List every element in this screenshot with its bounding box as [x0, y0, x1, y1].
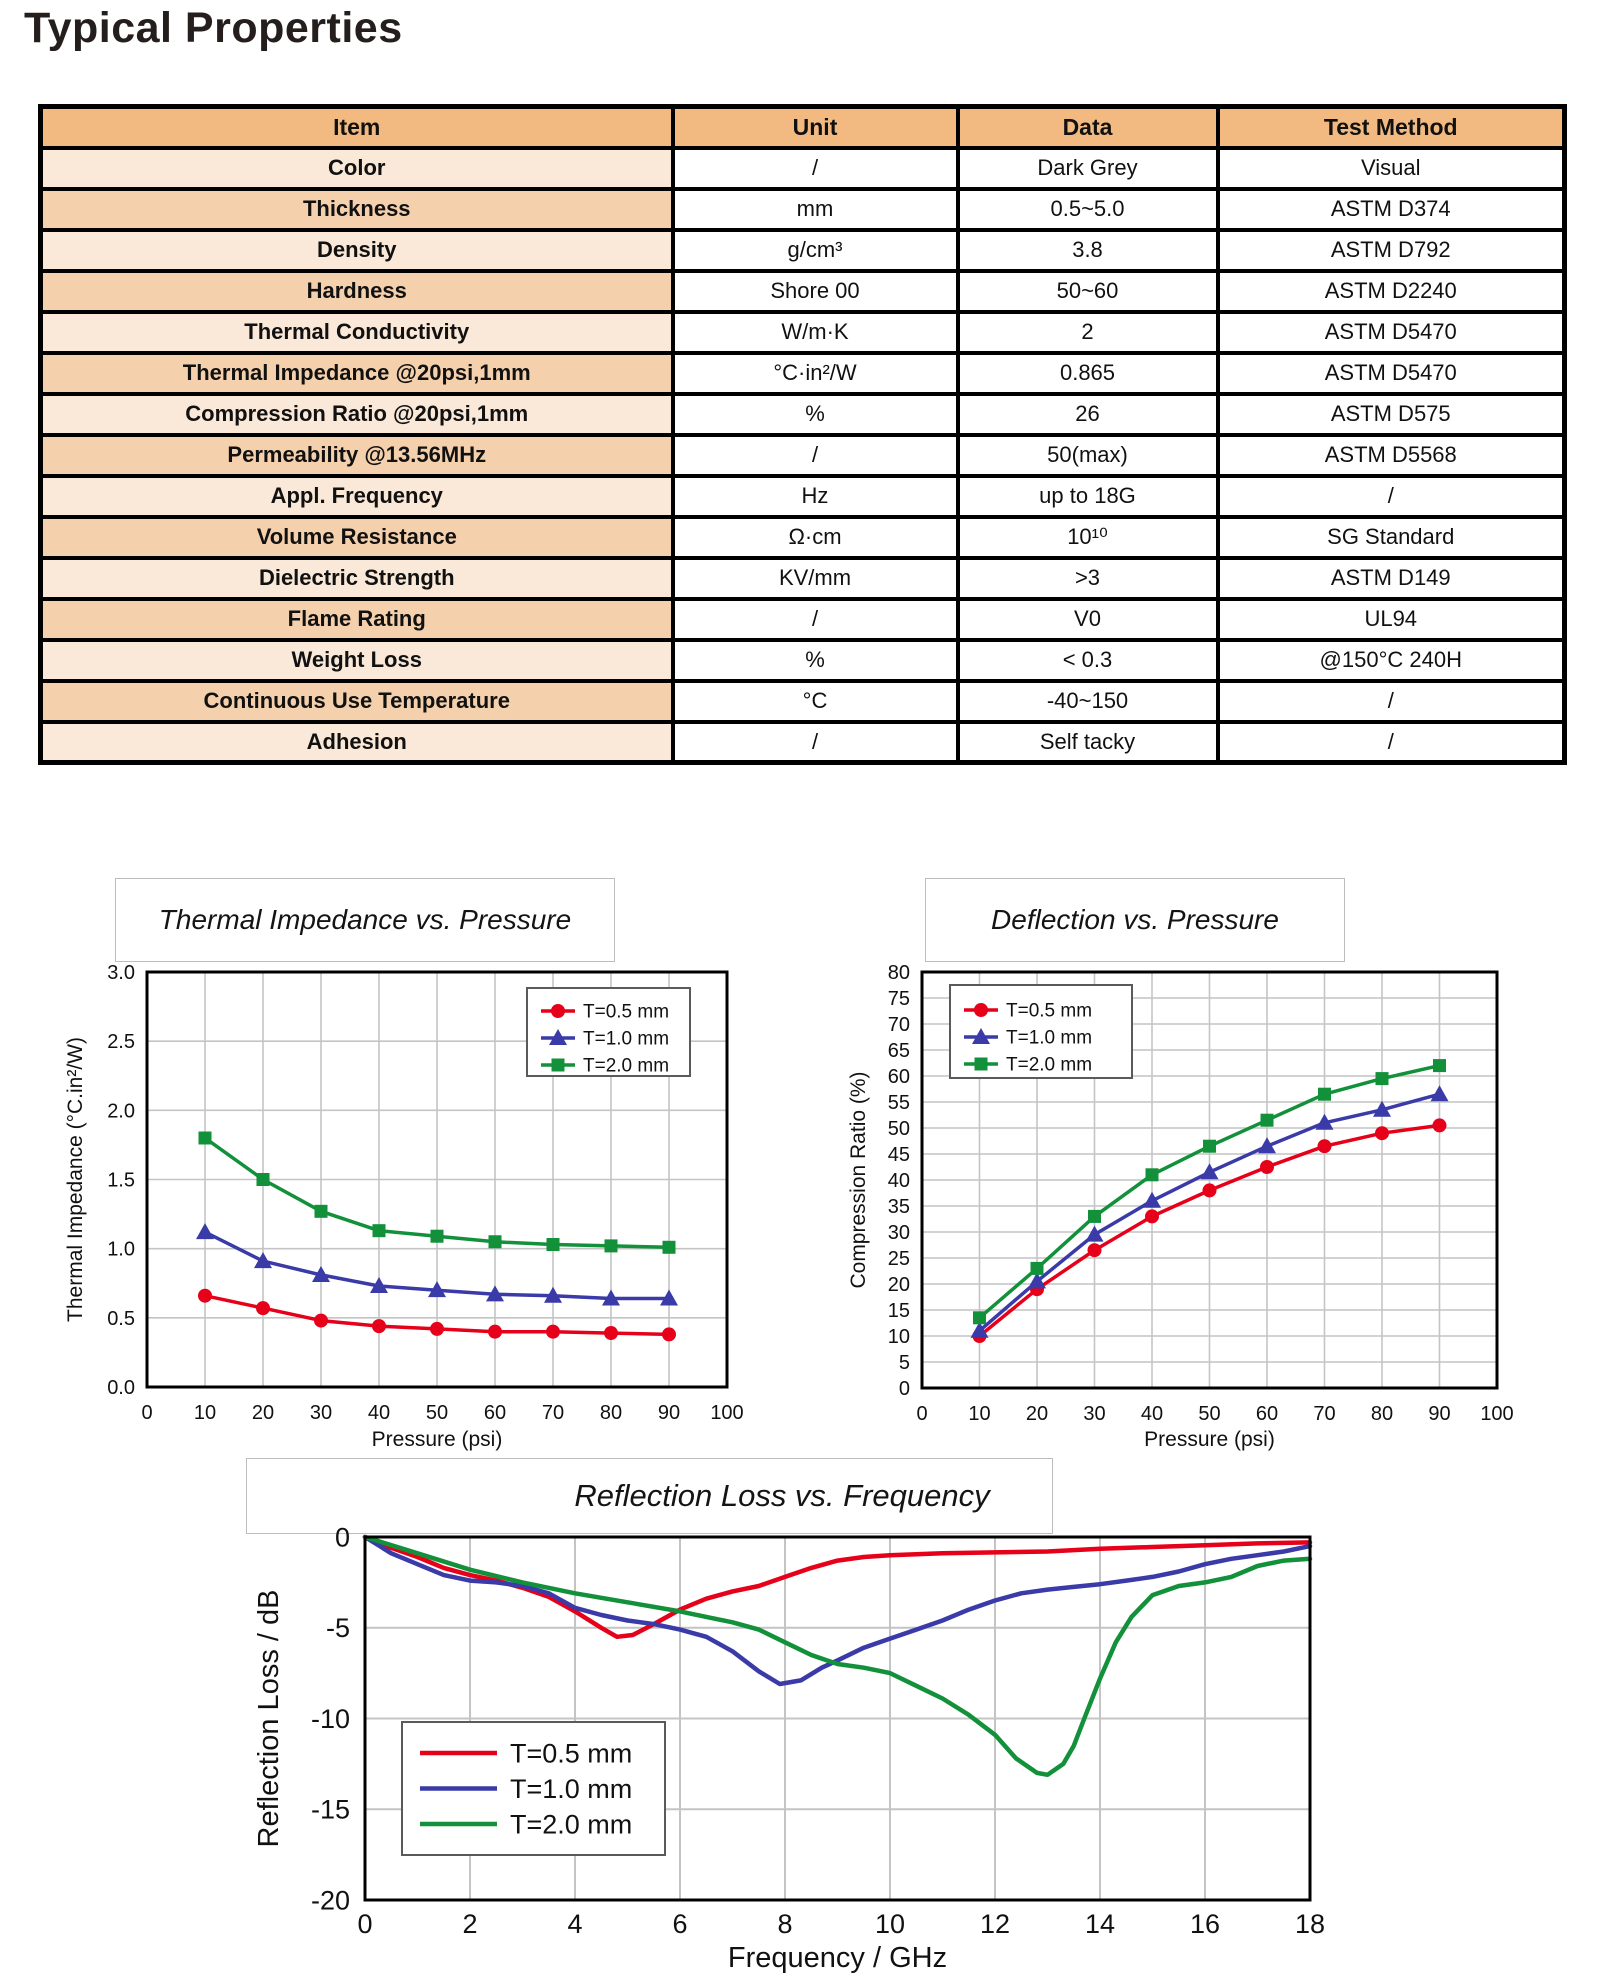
- test-method-cell: ASTM D5470: [1218, 353, 1565, 394]
- x-tick-label: 14: [1084, 1909, 1116, 1939]
- x-axis-label: Frequency / GHz: [727, 1942, 948, 1974]
- y-tick-label: 3.0: [107, 962, 135, 984]
- table-row: [41, 722, 1565, 763]
- square-marker: [257, 1173, 270, 1186]
- x-tick-label: 12: [979, 1909, 1011, 1939]
- y-axis-label: Reflection Loss / dB: [253, 1589, 285, 1848]
- square-marker: [315, 1205, 328, 1218]
- item-cell: Thickness: [41, 189, 673, 230]
- legend-label: T=2.0 mm: [583, 1055, 670, 1077]
- circle-marker: [488, 1325, 502, 1339]
- y-tick-label: 60: [887, 1066, 910, 1088]
- square-marker: [1318, 1088, 1331, 1101]
- test-method-cell: /: [1218, 681, 1565, 722]
- square-marker: [605, 1239, 618, 1252]
- unit-cell: %: [673, 640, 958, 681]
- item-cell: Density: [41, 230, 673, 271]
- table-header-row: [41, 107, 1565, 148]
- y-tick-label: 0.0: [107, 1377, 135, 1399]
- table-row: [41, 599, 1565, 640]
- x-tick-label: 90: [1428, 1403, 1451, 1425]
- item-cell: Thermal Impedance @20psi,1mm: [41, 353, 673, 394]
- test-method-cell: @150°C 240H: [1218, 640, 1565, 681]
- y-tick-label: 10: [887, 1326, 910, 1348]
- legend-label: T=0.5 mm: [510, 1738, 633, 1769]
- legend-label: T=2.0 mm: [510, 1809, 633, 1840]
- table-body: [41, 148, 1565, 763]
- x-tick-label: 100: [710, 1402, 744, 1424]
- x-tick-label: 70: [1313, 1403, 1336, 1425]
- square-marker: [1376, 1072, 1389, 1085]
- y-tick-label: 65: [887, 1040, 910, 1062]
- table-row: [41, 312, 1565, 353]
- y-tick-label: 70: [887, 1014, 910, 1036]
- x-tick-label: 60: [483, 1402, 507, 1424]
- legend-label: T=1.0 mm: [510, 1773, 633, 1804]
- circle-marker: [1433, 1118, 1447, 1132]
- y-tick-label: 0.5: [107, 1307, 135, 1330]
- x-tick-label: 80: [1370, 1403, 1394, 1425]
- item-cell: Flame Rating: [41, 599, 673, 640]
- x-tick-label: 50: [1198, 1403, 1221, 1425]
- item-cell: Weight Loss: [41, 640, 673, 681]
- table-row: [41, 640, 1565, 681]
- chart-title: Deflection vs. Pressure: [991, 904, 1279, 935]
- y-axis-label: Thermal Impedance (°C.in²/W): [64, 1037, 87, 1322]
- deflection-vs-pressure-chart: [845, 878, 1545, 1468]
- chart-title: Thermal Impedance vs. Pressure: [158, 904, 572, 935]
- data-cell: 2: [958, 312, 1218, 353]
- y-tick-label: -15: [310, 1794, 350, 1825]
- unit-cell: Hz: [673, 476, 958, 517]
- circle-marker: [604, 1326, 618, 1340]
- x-tick-label: 40: [1140, 1403, 1164, 1425]
- item-cell: Appl. Frequency: [41, 476, 673, 517]
- data-cell: 50(max): [958, 435, 1218, 476]
- unit-cell: KV/mm: [673, 558, 958, 599]
- item-cell: Permeability @13.56MHz: [41, 435, 673, 476]
- x-tick-label: 2: [462, 1909, 478, 1939]
- x-tick-label: 100: [1480, 1403, 1514, 1425]
- unit-cell: /: [673, 148, 958, 189]
- test-method-cell: ASTM D792: [1218, 230, 1565, 271]
- chart-title: Reflection Loss vs. Frequency: [574, 1478, 990, 1513]
- item-cell: Color: [41, 148, 673, 189]
- square-marker: [547, 1238, 560, 1251]
- data-cell: 50~60: [958, 271, 1218, 312]
- table-row: [41, 476, 1565, 517]
- test-method-cell: ASTM D149: [1218, 558, 1565, 599]
- reflection-loss-vs-frequency-chart: [150, 1455, 1420, 1988]
- data-cell: 0.5~5.0: [958, 189, 1218, 230]
- y-tick-label: 20: [887, 1274, 910, 1296]
- legend-label: T=1.0 mm: [583, 1028, 670, 1050]
- item-cell: Continuous Use Temperature: [41, 681, 673, 722]
- item-cell: Thermal Conductivity: [41, 312, 673, 353]
- table-row: [41, 435, 1565, 476]
- data-cell: 26: [958, 394, 1218, 435]
- y-tick-label: 0: [334, 1522, 350, 1553]
- x-axis-label: Pressure (psi): [1144, 1428, 1275, 1451]
- table-header-row: [41, 107, 1565, 148]
- test-method-cell: ASTM D5568: [1218, 435, 1565, 476]
- y-tick-label: 2.0: [107, 1100, 135, 1123]
- square-marker: [1146, 1168, 1159, 1181]
- square-marker: [663, 1241, 676, 1254]
- circle-marker: [1088, 1243, 1102, 1257]
- y-tick-label: -20: [310, 1885, 350, 1916]
- unit-cell: mm: [673, 189, 958, 230]
- circle-marker: [1260, 1160, 1274, 1174]
- reflection-loss-chart-canvas: [150, 1455, 1420, 1988]
- y-tick-label: 2.5: [107, 1031, 135, 1054]
- x-tick-label: 16: [1189, 1909, 1221, 1939]
- test-method-cell: ASTM D2240: [1218, 271, 1565, 312]
- x-tick-label: 8: [777, 1909, 793, 1939]
- square-marker: [489, 1235, 502, 1248]
- circle-marker: [198, 1289, 212, 1303]
- square-marker: [975, 1058, 988, 1071]
- typical-properties-table: [38, 104, 1567, 765]
- x-tick-label: 10: [968, 1403, 991, 1425]
- x-tick-label: 4: [567, 1909, 583, 1939]
- data-cell: Self tacky: [958, 722, 1218, 763]
- table-row: [41, 353, 1565, 394]
- thermal-impedance-vs-pressure-chart: [60, 878, 760, 1468]
- legend: [402, 1722, 665, 1855]
- table-row: [41, 271, 1565, 312]
- test-method-cell: ASTM D5470: [1218, 312, 1565, 353]
- test-method-cell: ASTM D575: [1218, 394, 1565, 435]
- data-cell: >3: [958, 558, 1218, 599]
- circle-marker: [372, 1319, 386, 1333]
- table-header-cell: Item: [41, 107, 673, 148]
- test-method-cell: /: [1218, 722, 1565, 763]
- y-tick-label: 80: [887, 962, 910, 984]
- unit-cell: /: [673, 599, 958, 640]
- legend-label: T=2.0 mm: [1006, 1054, 1093, 1076]
- x-axis-label: Pressure (psi): [371, 1428, 503, 1451]
- x-tick-label: 80: [599, 1402, 623, 1424]
- x-tick-label: 40: [367, 1402, 391, 1424]
- legend-label: T=1.0 mm: [1006, 1027, 1093, 1049]
- unit-cell: °C·in²/W: [673, 353, 958, 394]
- circle-marker: [974, 1003, 988, 1017]
- square-marker: [1088, 1210, 1101, 1223]
- y-tick-label: 55: [887, 1092, 910, 1114]
- square-marker: [1031, 1262, 1044, 1275]
- unit-cell: W/m·K: [673, 312, 958, 353]
- legend-label: T=0.5 mm: [583, 1001, 670, 1023]
- data-cell: 3.8: [958, 230, 1218, 271]
- circle-marker: [546, 1325, 560, 1339]
- table-header-cell: Data: [958, 107, 1218, 148]
- x-tick-label: 0: [916, 1403, 928, 1425]
- y-tick-label: 1.5: [107, 1169, 135, 1192]
- unit-cell: g/cm³: [673, 230, 958, 271]
- test-method-cell: /: [1218, 476, 1565, 517]
- table-row: [41, 394, 1565, 435]
- square-marker: [373, 1224, 386, 1237]
- table-row: [41, 230, 1565, 271]
- data-cell: 10¹⁰: [958, 517, 1218, 558]
- square-marker: [199, 1132, 212, 1145]
- x-tick-label: 30: [309, 1402, 333, 1424]
- table-header-cell: Test Method: [1218, 107, 1565, 148]
- data-cell: V0: [958, 599, 1218, 640]
- legend: [950, 985, 1132, 1078]
- table-row: [41, 681, 1565, 722]
- y-tick-label: 30: [887, 1222, 910, 1244]
- test-method-cell: Visual: [1218, 148, 1565, 189]
- legend: [527, 988, 690, 1077]
- square-marker: [973, 1311, 986, 1324]
- y-axis-label: Compression Ratio (%): [847, 1071, 870, 1289]
- legend-label: T=0.5 mm: [1006, 1000, 1093, 1022]
- square-marker: [1433, 1059, 1446, 1072]
- x-tick-label: 20: [251, 1402, 275, 1424]
- unit-cell: /: [673, 435, 958, 476]
- unit-cell: /: [673, 722, 958, 763]
- test-method-cell: SG Standard: [1218, 517, 1565, 558]
- thermal-impedance-chart-canvas: [60, 878, 760, 1468]
- square-marker: [552, 1059, 565, 1072]
- data-cell: 0.865: [958, 353, 1218, 394]
- x-tick-label: 50: [425, 1402, 449, 1424]
- circle-marker: [314, 1314, 328, 1328]
- y-tick-label: 45: [887, 1144, 910, 1166]
- square-marker: [431, 1230, 444, 1243]
- y-tick-label: -10: [310, 1703, 350, 1734]
- x-tick-label: 70: [541, 1402, 565, 1424]
- data-cell: up to 18G: [958, 476, 1218, 517]
- circle-marker: [1375, 1126, 1389, 1140]
- unit-cell: Ω·cm: [673, 517, 958, 558]
- data-cell: < 0.3: [958, 640, 1218, 681]
- unit-cell: Shore 00: [673, 271, 958, 312]
- table-row: [41, 517, 1565, 558]
- circle-marker: [430, 1322, 444, 1336]
- circle-marker: [1203, 1183, 1217, 1197]
- x-tick-label: 18: [1294, 1909, 1326, 1939]
- circle-marker: [551, 1004, 565, 1018]
- y-tick-label: 75: [887, 988, 910, 1010]
- x-tick-label: 10: [874, 1909, 906, 1939]
- circle-marker: [1145, 1209, 1159, 1223]
- item-cell: Dielectric Strength: [41, 558, 673, 599]
- unit-cell: %: [673, 394, 958, 435]
- item-cell: Adhesion: [41, 722, 673, 763]
- square-marker: [1203, 1140, 1216, 1153]
- deflection-chart-canvas: [845, 878, 1545, 1468]
- y-tick-label: 40: [887, 1170, 910, 1192]
- item-cell: Hardness: [41, 271, 673, 312]
- x-tick-label: 10: [193, 1402, 217, 1424]
- y-tick-label: 35: [887, 1196, 910, 1218]
- data-cell: -40~150: [958, 681, 1218, 722]
- x-tick-label: 90: [657, 1402, 681, 1424]
- table-row: [41, 148, 1565, 189]
- circle-marker: [256, 1301, 270, 1315]
- circle-marker: [662, 1327, 676, 1341]
- x-tick-label: 60: [1255, 1403, 1279, 1425]
- item-cell: Volume Resistance: [41, 517, 673, 558]
- x-tick-label: 30: [1083, 1403, 1106, 1425]
- test-method-cell: UL94: [1218, 599, 1565, 640]
- test-method-cell: ASTM D374: [1218, 189, 1565, 230]
- y-tick-label: 0: [898, 1378, 910, 1400]
- x-tick-label: 0: [141, 1402, 153, 1424]
- x-tick-label: 6: [672, 1909, 688, 1939]
- y-tick-label: -5: [325, 1613, 350, 1644]
- x-tick-label: 20: [1025, 1403, 1049, 1425]
- y-tick-label: 25: [887, 1248, 910, 1270]
- y-tick-label: 1.0: [107, 1238, 135, 1261]
- x-tick-label: 0: [357, 1909, 373, 1939]
- y-tick-label: 5: [898, 1352, 910, 1374]
- unit-cell: °C: [673, 681, 958, 722]
- y-tick-label: 50: [887, 1118, 910, 1140]
- table-header-cell: Unit: [673, 107, 958, 148]
- table-row: [41, 558, 1565, 599]
- circle-marker: [1318, 1139, 1332, 1153]
- data-cell: Dark Grey: [958, 148, 1218, 189]
- page-title: Typical Properties: [24, 4, 403, 52]
- y-tick-label: 15: [887, 1300, 910, 1322]
- table-row: [41, 189, 1565, 230]
- item-cell: Compression Ratio @20psi,1mm: [41, 394, 673, 435]
- square-marker: [1261, 1114, 1274, 1127]
